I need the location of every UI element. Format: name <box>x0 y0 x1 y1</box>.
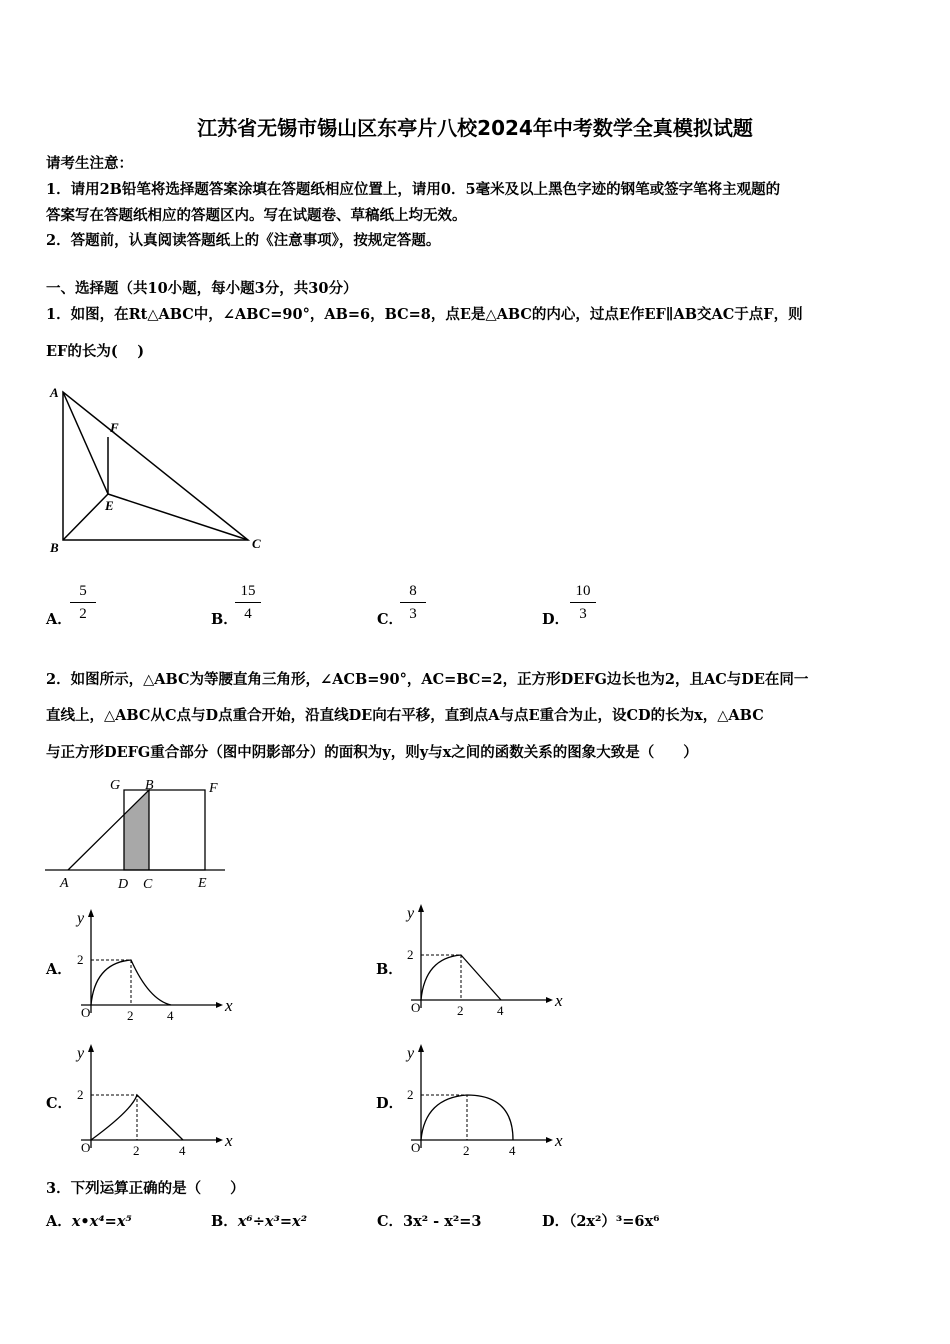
q2-graph-d <box>405 1044 563 1158</box>
svg-text:A: A <box>60 876 69 891</box>
svg-text:F: F <box>209 781 218 796</box>
q1-option-b[interactable]: B． <box>211 611 238 628</box>
q2-option-c[interactable]: C． <box>46 1095 73 1112</box>
q2-graph-c <box>75 1044 233 1158</box>
notice-line: 2．答题前，认真阅读答题纸上的《注意事项》，按规定答题。 <box>46 232 441 249</box>
svg-text:2: 2 <box>407 1087 414 1102</box>
q1-label-a: A <box>50 385 59 400</box>
q1-option-a[interactable]: A． <box>46 611 72 628</box>
svg-text:2: 2 <box>133 1143 140 1158</box>
section-heading: 一、选择题（共10小题，每小题3分，共30分） <box>46 280 358 297</box>
q1-label-f: F <box>110 420 119 435</box>
svg-text:4: 4 <box>497 1003 504 1018</box>
svg-text:4: 4 <box>167 1008 174 1023</box>
q2-stem: 直线上，△ABC从C点与D点重合开始，沿直线DE向右平移，直到点A与点E重合为止，设CD的长为x，△ABC <box>46 707 764 724</box>
q1-stem: EF的长为( ) <box>46 343 145 360</box>
svg-text:E: E <box>198 876 207 891</box>
notice-line: 答案写在答题纸相应的答题区内。写在试题卷、草稿纸上均无效。 <box>46 207 467 224</box>
q1-figure <box>63 392 248 540</box>
notice-heading: 请考生注意： <box>46 155 133 172</box>
svg-text:2: 2 <box>127 1008 134 1023</box>
q2-option-b[interactable]: B． <box>376 961 403 978</box>
svg-text:G: G <box>110 778 121 793</box>
svg-text:B: B <box>145 778 154 793</box>
svg-text:D: D <box>118 877 129 892</box>
q2-option-a[interactable]: A． <box>46 961 72 978</box>
svg-text:O: O <box>411 1140 421 1155</box>
svg-text:x: x <box>555 1131 563 1150</box>
svg-text:2: 2 <box>463 1143 470 1158</box>
q1-option-fraction: $\frac{5}{2}$ <box>70 582 96 623</box>
q3-option-a[interactable]: A．x•x⁴=x⁵ <box>46 1213 132 1230</box>
q1-label-e: E <box>105 498 114 513</box>
svg-text:O: O <box>81 1140 91 1155</box>
svg-text:y: y <box>407 905 415 922</box>
svg-text:y: y <box>407 1045 415 1062</box>
svg-text:x: x <box>225 1131 233 1150</box>
q1-option-fraction: $\frac{10}{3}$ <box>570 582 596 623</box>
q1-option-fraction: $\frac{8}{3}$ <box>400 582 426 623</box>
svg-text:O: O <box>411 1000 421 1015</box>
q2-graph-a <box>75 909 233 1023</box>
svg-text:2: 2 <box>457 1003 464 1018</box>
q1-option-c[interactable]: C． <box>377 611 404 628</box>
q1-stem: 1．如图，在Rt△ABC中，∠ABC=90°，AB=6，BC=8，点E是△ABC的内心，过点E作EF∥AB交AC于点F，则 <box>46 306 803 323</box>
svg-text:2: 2 <box>407 947 414 962</box>
q3-stem: 3．下列运算正确的是（ ） <box>46 1180 245 1197</box>
q3-option-c[interactable]: C．3x² - x²=3 <box>377 1213 482 1230</box>
q1-label-c: C <box>252 536 261 551</box>
q1-label-b: B <box>50 540 59 555</box>
q2-option-d[interactable]: D． <box>376 1095 404 1112</box>
q2-graph-b <box>405 904 563 1018</box>
svg-text:y: y <box>77 1045 85 1062</box>
svg-text:C: C <box>143 877 153 892</box>
q3-option-d[interactable]: D．（2x²）³=6x⁶ <box>542 1213 660 1230</box>
q3-option-b[interactable]: B．x⁶÷x³=x² <box>211 1213 308 1230</box>
svg-text:x: x <box>555 991 563 1010</box>
q2-stem: 2．如图所示，△ABC为等腰直角三角形，∠ACB=90°，AC=BC=2，正方形DEFG边长也为2，且AC与DE在同一 <box>46 671 809 688</box>
q2-stem: 与正方形DEFG重合部分（图中阴影部分）的面积为y，则y与x之间的函数关系的图象大致是（ ） <box>46 744 698 761</box>
svg-text:y: y <box>77 910 85 927</box>
svg-text:4: 4 <box>509 1143 516 1158</box>
svg-text:2: 2 <box>77 1087 84 1102</box>
svg-text:x: x <box>225 996 233 1015</box>
svg-text:4: 4 <box>179 1143 186 1158</box>
page-title: 江苏省无锡市锡山区东亭片八校2024年中考数学全真模拟试题 <box>197 116 753 140</box>
q2-figure <box>45 778 225 892</box>
q1-option-fraction: $\frac{15}{4}$ <box>235 582 261 623</box>
svg-text:2: 2 <box>77 952 84 967</box>
q1-option-d[interactable]: D． <box>542 611 570 628</box>
notice-line: 1．请用2B铅笔将选择题答案涂填在答题纸相应位置上，请用0．5毫米及以上黑色字迹的钢笔或签字笔将主观题的 <box>46 181 781 198</box>
svg-text:O: O <box>81 1005 91 1020</box>
